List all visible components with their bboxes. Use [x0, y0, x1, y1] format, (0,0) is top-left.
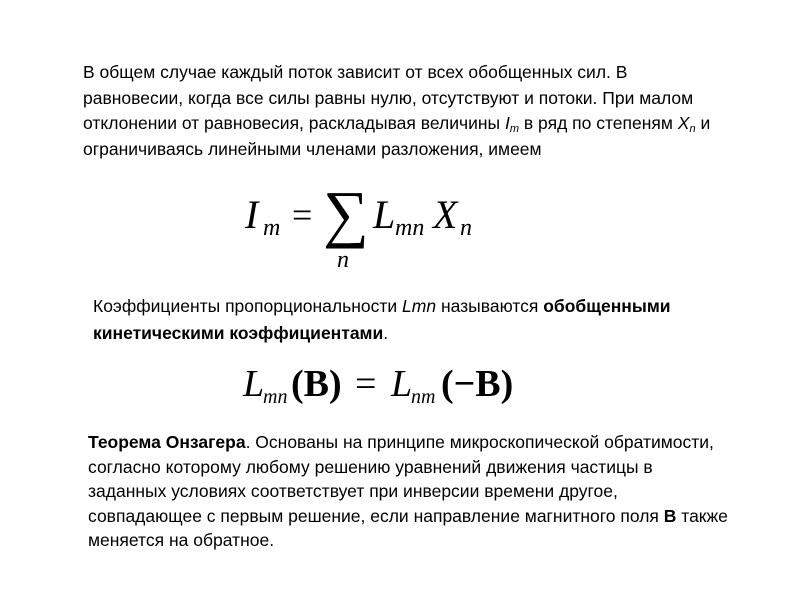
- onsager-theorem-paragraph: [88, 430, 728, 553]
- intro-text-c: и ограничиваясь линейными членами разложения, имеем: [83, 113, 711, 159]
- eq2-arg2: (−B): [441, 363, 514, 405]
- eq1-I: I: [245, 192, 259, 237]
- flux-symbol: I: [504, 113, 510, 133]
- force-subscript: n: [689, 123, 696, 135]
- eq1-X: X: [433, 192, 458, 237]
- flux-subscript: m: [509, 123, 520, 135]
- flux-equation: [245, 178, 505, 273]
- eq2-sub-mn: mn: [263, 386, 288, 408]
- eq2-equals: =: [355, 363, 377, 405]
- eq2-arg1: (B): [291, 363, 342, 405]
- theorem-text-a: . Основаны на принципе микроскопической обратимости, согласно которому любому решению уравнений движения частицы в заданных условиях соответствует при инверсии времени другое, совпадающее с первым решение, если направление магнитного поля: [88, 432, 714, 526]
- coefficients-paragraph: [93, 293, 733, 347]
- intro-paragraph: [83, 60, 723, 162]
- eq2-L1: L: [243, 363, 265, 405]
- eq1-equals: =: [292, 195, 313, 235]
- eq1-sum-symbol: ∑: [323, 178, 369, 249]
- eq2-sub-nm: nm: [411, 386, 436, 408]
- eq1-sub-n: n: [460, 215, 472, 241]
- eq1-sum-index: n: [337, 247, 349, 273]
- coef-text-c: .: [383, 323, 389, 343]
- eq1-sub-mn: mn: [395, 215, 425, 241]
- intro-text-a: В общем случае каждый поток зависит от всех обобщенных сил. В равновесии, когда все силы равны нулю, отсутствуют и потоки. При малом отклонении от равновесия, раскладывая величины: [83, 62, 694, 133]
- coef-text-b: называются: [436, 296, 544, 316]
- eq2-L2: L: [391, 363, 413, 405]
- intro-text-b: в ряд по степеням: [519, 113, 678, 133]
- eq1-sub-m: m: [263, 215, 281, 241]
- onsager-relation: [243, 355, 543, 415]
- theorem-text-b: также меняется на обратное.: [88, 505, 728, 550]
- magnetic-field-symbol: B: [663, 505, 677, 526]
- coef-symbol: Lmn: [402, 296, 437, 316]
- eq1-L: L: [373, 192, 396, 237]
- coef-text-a: Коэффициенты пропорциональности: [93, 296, 403, 316]
- force-symbol: X: [677, 113, 690, 133]
- coef-bold-term: обобщенными кинетическими коэффициентами: [93, 296, 671, 343]
- theorem-title: Теорема Онзагера: [88, 432, 246, 452]
